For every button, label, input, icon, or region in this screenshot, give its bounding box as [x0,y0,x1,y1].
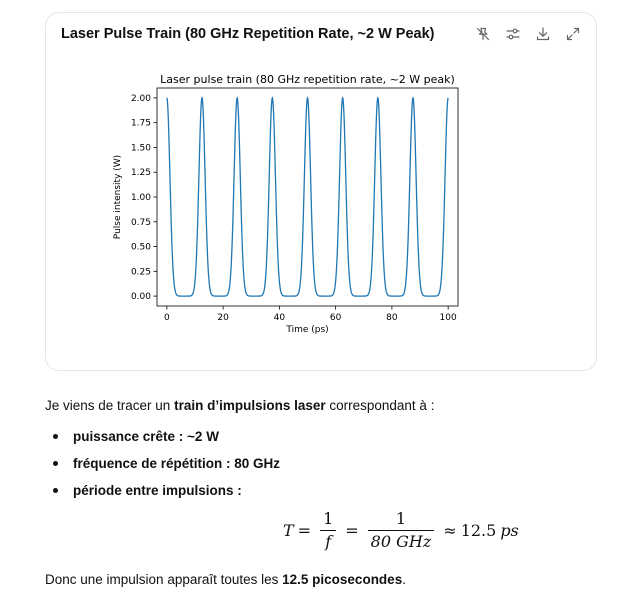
frac2-denominator: 80 GHz [370,531,432,551]
conclusion-bold: 12.5 picosecondes [282,572,403,587]
chart-svg [95,55,460,355]
conclusion-suffix: . [402,572,406,587]
x-tick-label: 80 [386,313,398,323]
frac1-bar [320,530,336,531]
frac1-denominator: f [325,531,332,551]
card-title: Laser Pulse Train (80 GHz Repetition Rate, ~2 W Peak) [61,26,435,42]
bullet-item: période entre impulsions : [73,477,605,504]
period-formula [283,505,519,555]
pin-off-icon[interactable] [474,25,492,43]
response-text [45,395,605,504]
bullet-list [45,423,605,504]
frac2-bar [368,530,435,531]
conclusion-paragraph [45,570,406,590]
formula-frac1 [320,510,336,551]
formula-approx: ≈ [443,520,457,540]
y-tick-label: 1.50 [130,143,151,154]
expand-icon[interactable] [564,25,582,43]
intro-paragraph [45,395,605,417]
y-tick-label: 1.25 [130,168,151,179]
formula-lhs: T [283,520,294,540]
y-tick-label: 1.00 [130,193,151,203]
formula-eq1: = [297,520,312,540]
formula-result: 12.5 [460,520,497,540]
bullet-item: fréquence de répétition : 80 GHz [73,450,605,477]
y-tick-label: 1.75 [130,118,151,129]
intro-prefix: Je viens de tracer un [45,398,175,413]
y-tick-label: 0.25 [130,267,151,278]
y-tick-label: 0.75 [130,217,151,228]
frac1-numerator: 1 [323,508,334,528]
formula-unit: ps [500,520,519,540]
formula-eq2: = [345,520,359,540]
bullet-item: puissance crête : ~2 W [73,423,605,450]
conclusion-prefix: Donc une impulsion apparaît toutes les [45,572,283,587]
y-tick-label: 0.50 [130,242,151,253]
download-icon[interactable] [534,25,552,43]
frac2-numerator: 1 [395,508,407,528]
x-axis-label: Time (ps) [286,325,329,335]
pulse-chart [95,55,460,355]
axes-frame [157,88,458,306]
pulse-series-line [167,98,448,296]
x-tick-label: 100 [439,313,457,323]
formula-frac2 [368,510,435,551]
x-tick-label: 0 [163,313,170,323]
x-tick-label: 60 [329,313,342,323]
card-toolbar [474,25,582,43]
intro-suffix: correspondant à : [325,398,435,413]
y-axis-label: Pulse intensity (W) [113,154,123,240]
y-tick-label: 2.00 [130,93,151,104]
intro-bold: train d’impulsions laser [174,398,326,413]
y-tick-label: 0.00 [130,292,151,303]
sliders-icon[interactable] [504,25,522,43]
x-tick-label: 20 [217,313,229,323]
chart-title: Laser pulse train (80 GHz repetition rate, ~2 W peak) [160,73,455,86]
x-tick-label: 40 [273,313,286,323]
